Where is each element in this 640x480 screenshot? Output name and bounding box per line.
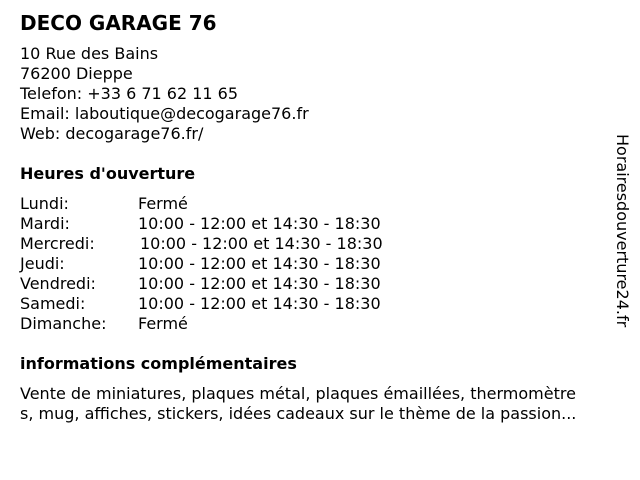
web-line: Web: decogarage76.fr/ bbox=[20, 124, 204, 143]
opening-hours-heading: Heures d'ouverture bbox=[20, 164, 196, 183]
hours-row-sunday bbox=[20, 314, 440, 334]
day-label: Jeudi: bbox=[20, 254, 65, 273]
additional-info-line: Vente de miniatures, plaques métal, plaques émaillées, thermomètre bbox=[20, 384, 576, 403]
day-label: Dimanche: bbox=[20, 314, 107, 333]
hours-row-tuesday bbox=[20, 214, 440, 234]
day-label: Mardi: bbox=[20, 214, 70, 233]
hours-row-wednesday bbox=[20, 234, 440, 254]
day-label: Vendredi: bbox=[20, 274, 96, 293]
additional-info-text bbox=[20, 384, 620, 424]
time-value: 10:00 - 12:00 et 14:30 - 18:30 bbox=[140, 234, 383, 253]
hours-row-monday bbox=[20, 194, 440, 214]
additional-info-line: s, mug, affiches, stickers, idées cadeaux sur le thème de la passion... bbox=[20, 404, 577, 423]
hours-row-friday bbox=[20, 274, 440, 294]
hours-row-saturday bbox=[20, 294, 440, 314]
email-line: Email: laboutique@decogarage76.fr bbox=[20, 104, 309, 123]
day-label: Samedi: bbox=[20, 294, 86, 313]
day-label: Lundi: bbox=[20, 194, 69, 213]
address-line-street: 10 Rue des Bains bbox=[20, 44, 159, 63]
address-line-city: 76200 Dieppe bbox=[20, 64, 133, 83]
time-value: 10:00 - 12:00 et 14:30 - 18:30 bbox=[138, 274, 381, 293]
time-value: 10:00 - 12:00 et 14:30 - 18:30 bbox=[138, 214, 381, 233]
time-value: 10:00 - 12:00 et 14:30 - 18:30 bbox=[138, 254, 381, 273]
site-watermark: Horairesdouverture24.fr bbox=[613, 134, 632, 328]
time-value: Fermé bbox=[138, 194, 188, 213]
opening-hours-table bbox=[20, 194, 440, 334]
phone-line: Telefon: +33 6 71 62 11 65 bbox=[20, 84, 239, 103]
business-name: DECO GARAGE 76 bbox=[20, 11, 217, 35]
contact-block bbox=[20, 44, 309, 144]
additional-info-heading: informations complémentaires bbox=[20, 354, 297, 373]
hours-row-thursday bbox=[20, 254, 440, 274]
time-value: Fermé bbox=[138, 314, 188, 333]
time-value: 10:00 - 12:00 et 14:30 - 18:30 bbox=[138, 294, 381, 313]
day-label: Mercredi: bbox=[20, 234, 95, 253]
